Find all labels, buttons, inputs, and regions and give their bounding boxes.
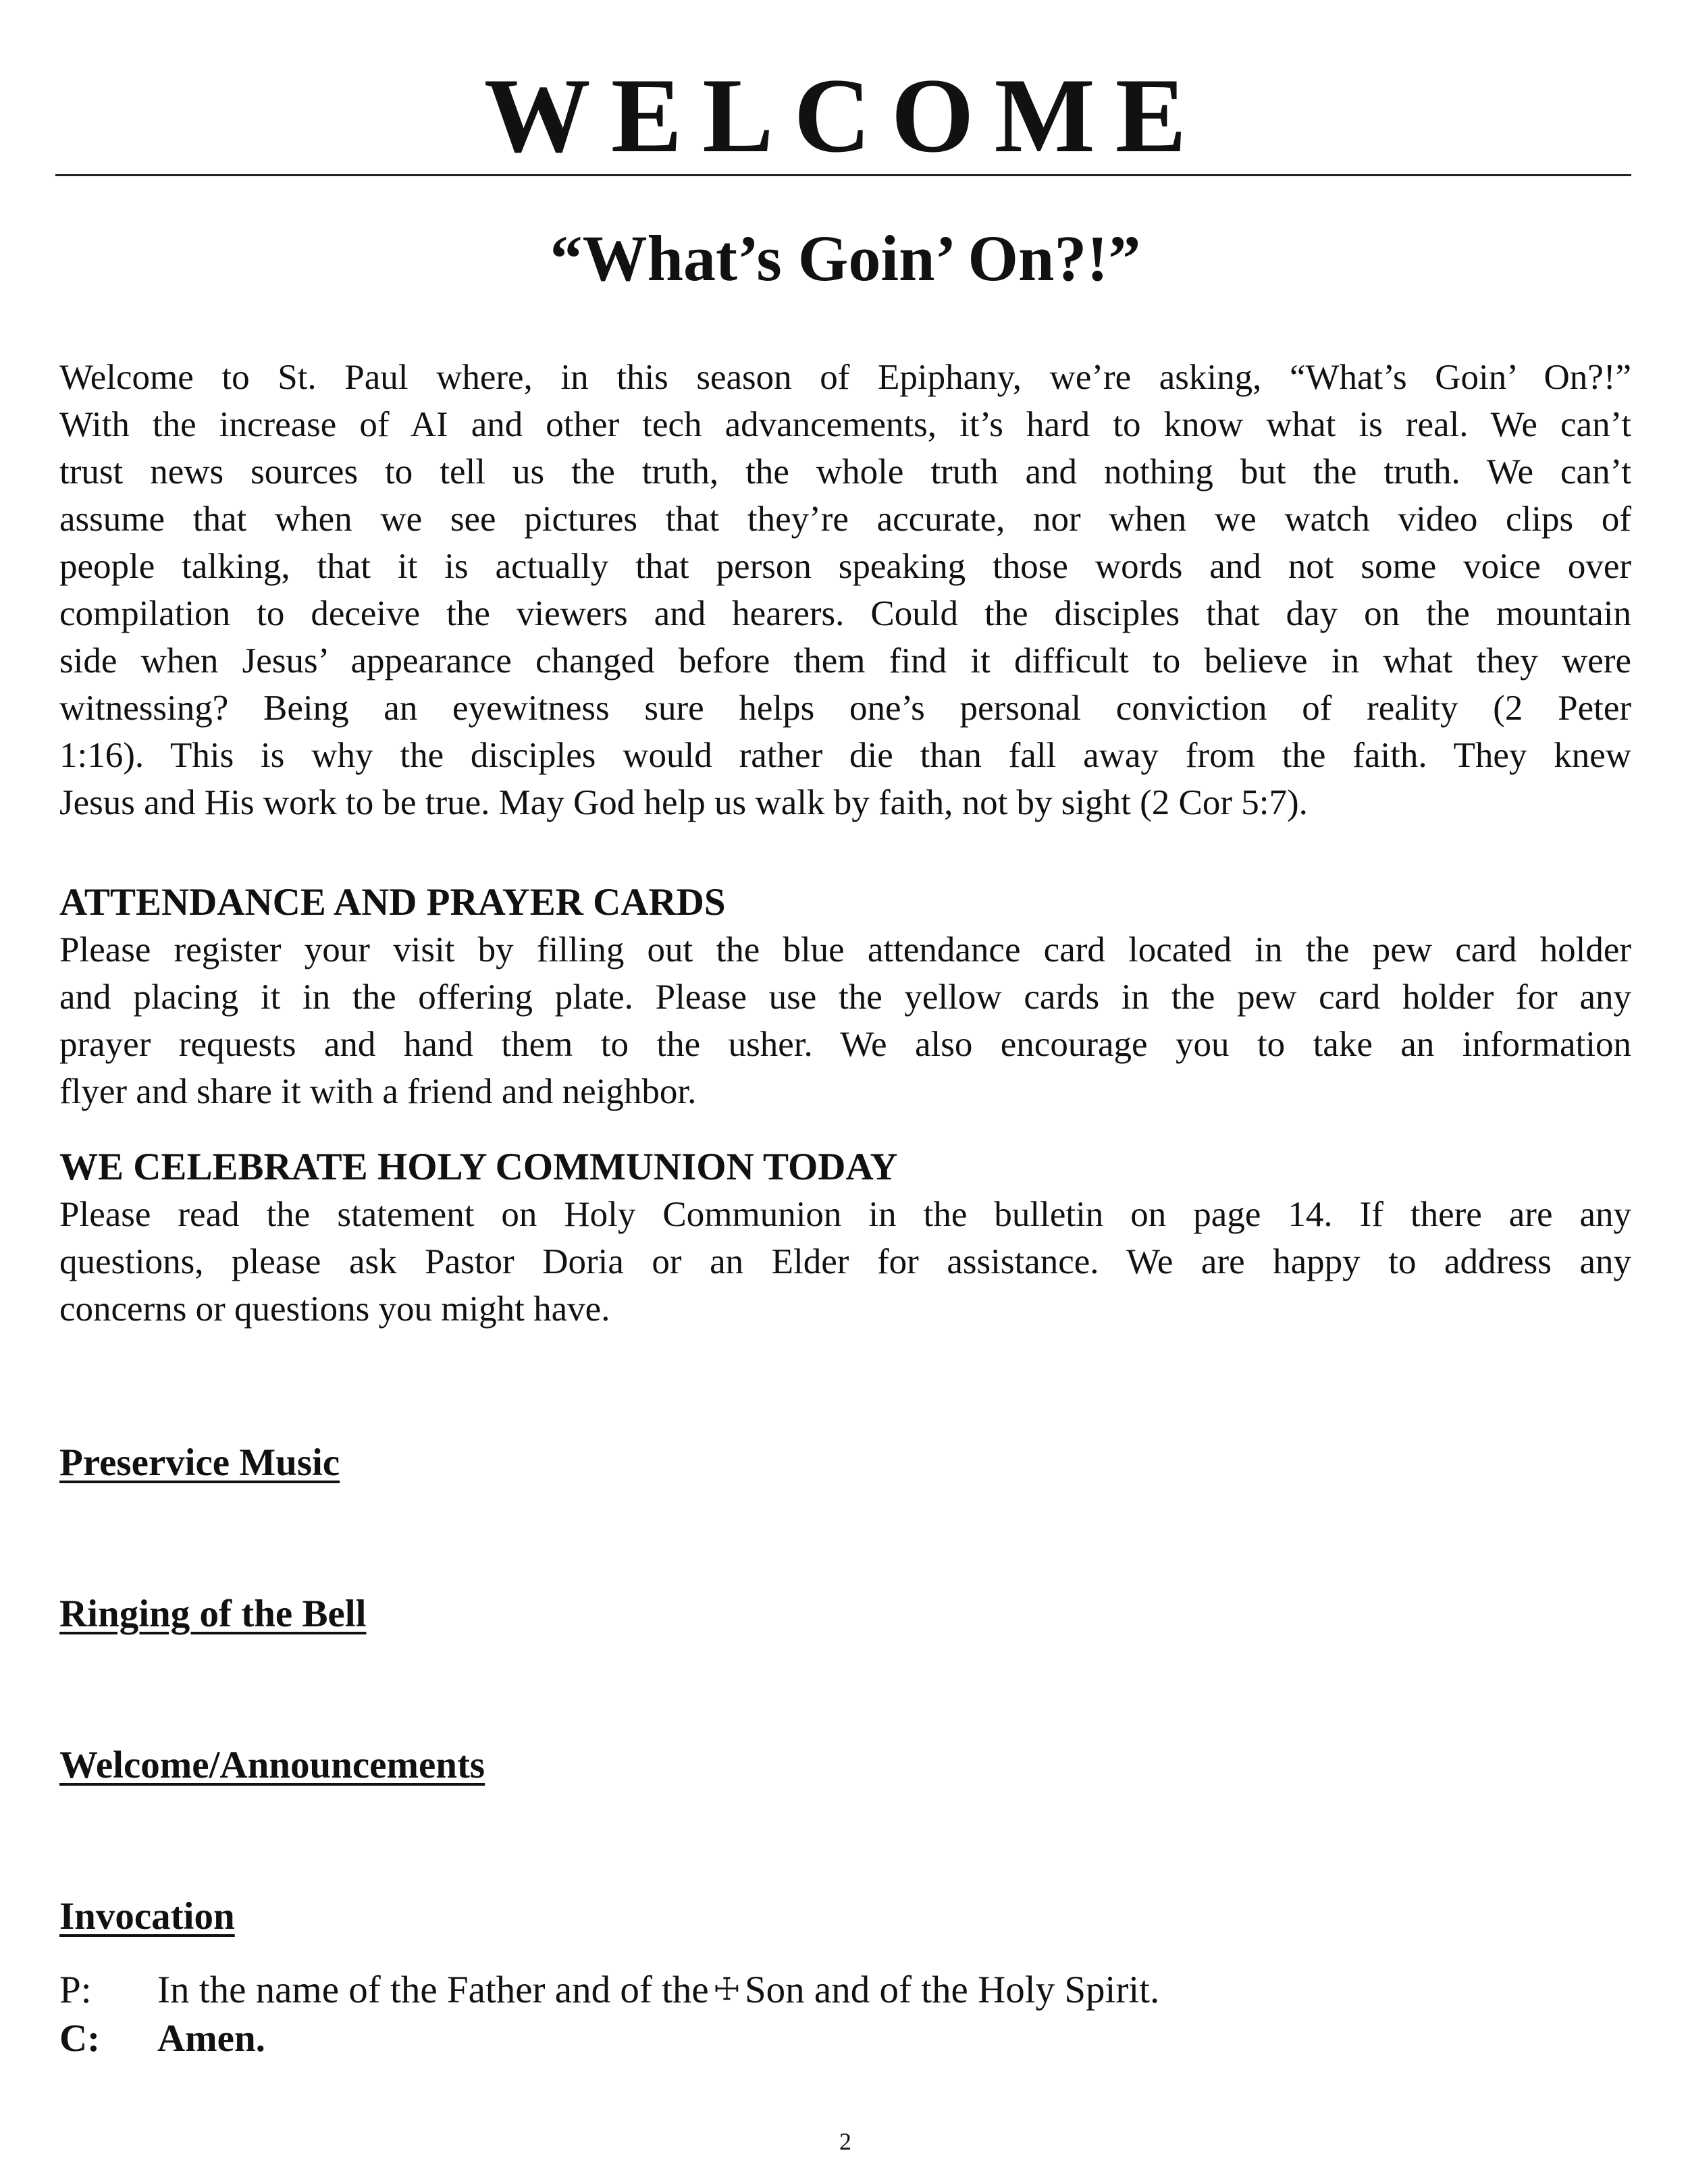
attendance-line: prayer requests and hand them to the usher. We also encourage you to take an information — [59, 1025, 1631, 1064]
bulletin-page — [59, 0, 1631, 2184]
communion-line: Please read the statement on Holy Communion in the bulletin on page 14. If there are any — [59, 1195, 1631, 1234]
attendance-line: and placing it in the offering plate. Please use the yellow cards in the pew card holder for any — [59, 978, 1631, 1017]
preservice-music-heading: Preservice Music — [59, 1441, 340, 1484]
attendance-paragraph — [59, 926, 1631, 1115]
page-title: WELCOME — [483, 57, 1207, 175]
intro-paragraph — [59, 354, 1631, 826]
intro-line: people talking, that it is actually that person speaking those words and not some voice over — [59, 547, 1631, 586]
page-number: 2 — [839, 2128, 851, 2155]
welcome-announcements-heading: Welcome/Announcements — [59, 1744, 485, 1786]
intro-line: assume that when we see pictures that they’re accurate, nor when we watch video clips of — [59, 500, 1631, 539]
pastor-response — [59, 1966, 1159, 2017]
intro-line: With the increase of AI and other tech advancements, it’s hard to know what is real. We can’t — [59, 405, 1631, 444]
intro-line: witnessing? Being an eyewitness sure helps one’s personal conviction of reality (2 Peter — [59, 689, 1631, 728]
cross-icon: ☩ — [712, 1972, 741, 2006]
intro-line: compilation to deceive the viewers and hearers. Could the disciples that day on the mountain — [59, 594, 1631, 633]
attendance-line: flyer and share it with a friend and neighbor. — [59, 1072, 697, 1111]
intro-line: side when Jesus’ appearance changed before them find it difficult to believe in what they were — [59, 641, 1631, 681]
title-divider — [55, 174, 1631, 176]
ringing-bell-heading: Ringing of the Bell — [59, 1593, 367, 1635]
page-subtitle: “What’s Goin’ On?!” — [550, 222, 1141, 294]
communion-line: questions, please ask Pastor Doria or an Elder for assistance. We are happy to address any — [59, 1242, 1631, 1281]
communion-heading: WE CELEBRATE HOLY COMMUNION TODAY — [59, 1146, 898, 1188]
intro-line: Welcome to St. Paul where, in this season of Epiphany, we’re asking, “What’s Goin’ On?!” — [59, 358, 1631, 397]
attendance-heading: ATTENDANCE AND PRAYER CARDS — [59, 881, 726, 924]
congregation-response — [59, 2015, 265, 2063]
invocation-heading: Invocation — [59, 1895, 235, 1938]
pastor-text-before: In the name of the Father and of the — [157, 1969, 709, 2011]
attendance-line: Please register your visit by filling out the blue attendance card located in the pew card holder — [59, 930, 1631, 969]
communion-line: concerns or questions you might have. — [59, 1289, 610, 1329]
intro-line: trust news sources to tell us the truth, the whole truth and nothing but the truth. We can’t — [59, 452, 1631, 491]
pastor-label: P: — [59, 1969, 92, 2011]
congregation-label: C: — [59, 2017, 101, 2060]
communion-paragraph — [59, 1191, 1631, 1333]
pastor-text-after: Son and of the Holy Spirit. — [744, 1969, 1160, 2011]
intro-line: Jesus and His work to be true. May God help us walk by faith, not by sight (2 Cor 5:7). — [59, 783, 1308, 822]
congregation-text: Amen. — [157, 2017, 265, 2060]
intro-line: 1:16). This is why the disciples would rather die than fall away from the faith. They knew — [59, 736, 1631, 775]
